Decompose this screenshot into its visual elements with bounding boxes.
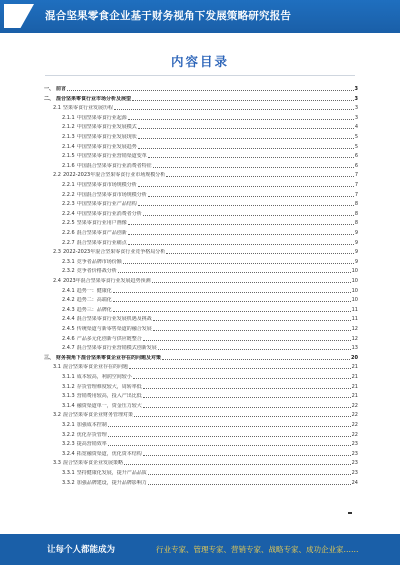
toc-entry-page: 9: [354, 239, 358, 246]
toc-divider: [45, 75, 355, 76]
toc-leader-dots: [143, 397, 351, 398]
toc-entry-number: 2.3: [53, 249, 61, 256]
toc-entry[interactable]: [44, 172, 358, 179]
toc-leader-dots: [158, 349, 351, 350]
toc-entry-title: 成本较高，利润空间较小: [76, 374, 132, 380]
toc-leader-dots: [132, 100, 353, 101]
toc-leader-dots: [138, 148, 354, 149]
toc-leader-dots: [128, 224, 354, 225]
toc-entry-title: 趋势一：健康化: [76, 287, 112, 294]
toc-entry-number: 3.1: [53, 364, 61, 371]
toc-entry-title: 中国坚果零食行业起源: [76, 114, 127, 121]
toc-entry-number: 2.4: [53, 278, 61, 284]
toc-entry-page: 21: [351, 374, 358, 380]
toc-entry[interactable]: [44, 182, 358, 189]
toc-leader-dots: [138, 138, 354, 139]
page-header: [0, 0, 400, 33]
toc-entry-page: 22: [351, 431, 358, 438]
toc-entry-number: 2.1.1: [62, 114, 75, 121]
toc-entry[interactable]: [44, 105, 358, 112]
footer-slogan: 让每个人都能成为: [47, 545, 116, 555]
toc-leader-dots: [129, 368, 351, 369]
toc-entry-title: 中国坚果零食行业发展模式: [76, 124, 137, 131]
toc-entry-title: 中国混合坚果零食市场规模分析: [76, 191, 147, 198]
toc-entry-title: 中国坚果零食行业发展现状: [76, 134, 137, 140]
toc-entry-title: 混合坚果零食行业市场分析及展望: [56, 95, 132, 102]
toc-entry[interactable]: [44, 364, 358, 371]
toc-leader-dots: [153, 330, 351, 331]
toc-entry-page: 11: [351, 316, 358, 323]
toc-leader-dots: [108, 436, 351, 437]
toc-entry-page: 6: [354, 162, 358, 169]
toc-entry-page: 24: [351, 479, 358, 486]
toc-entry-number: 3.2.2: [62, 431, 75, 438]
toc-entry[interactable]: [44, 432, 358, 439]
toc-entry[interactable]: [44, 384, 358, 391]
toc-leader-dots: [143, 215, 354, 216]
toc-entry-title: 营销费用较高，投入产出比低: [76, 393, 142, 400]
toc-leader-dots: [148, 196, 354, 197]
toc-entry-page: 23: [351, 470, 358, 476]
toc-entry-page: 10: [351, 287, 358, 294]
toc-entry-page: 13: [351, 345, 358, 352]
toc-entry-number: 2.1: [53, 105, 61, 112]
toc-leader-dots: [166, 176, 354, 177]
toc-entry-page: 7: [354, 182, 358, 188]
toc-entry[interactable]: [44, 460, 358, 467]
toc-leader-dots: [143, 455, 351, 456]
toc-entry-number: 3.1.3: [62, 393, 75, 400]
toc-entry-page: 21: [351, 393, 358, 400]
toc-entry-page: 20: [351, 354, 358, 361]
toc-entry-number: 2.2.1: [62, 182, 75, 188]
toc-entry-number: 2.4.7: [62, 345, 75, 352]
toc-entry-number: 3.1.4: [62, 402, 75, 409]
toc-entry-page: 8: [354, 220, 358, 227]
toc-entry-number: 3.2.1: [62, 422, 75, 428]
toc-entry-title: 混合坚果零食企业存在的问题: [62, 364, 128, 371]
toc-entry-page: 21: [351, 364, 358, 371]
toc-entry-page: 23: [351, 460, 358, 467]
toc-entry-page: 10: [351, 278, 358, 284]
toc-entry-page: 3: [354, 114, 358, 121]
toc-leader-dots: [134, 416, 351, 417]
toc-entry-number: 3.1.2: [62, 383, 75, 390]
toc-entry[interactable]: [44, 249, 358, 256]
toc-leader-dots: [128, 119, 354, 120]
toc-leader-dots: [162, 359, 350, 360]
toc-leader-dots: [108, 426, 351, 427]
toc-leader-dots: [118, 272, 351, 273]
toc-entry-page: 23: [351, 441, 358, 448]
toc-entry-page: 23: [351, 450, 358, 457]
toc-entry[interactable]: [44, 163, 358, 170]
toc-leader-dots: [124, 464, 351, 465]
toc-leader-dots: [148, 474, 351, 475]
toc-leader-dots: [67, 90, 353, 91]
footer-roles: 行业专家、管理专家、营销专家、战略专家、成功企业家……: [156, 545, 359, 554]
toc-entry-title: 2022-2023年混合坚果零食行业竞争格局分析: [62, 249, 166, 256]
toc-entry-page: 22: [351, 412, 358, 419]
toc-entry[interactable]: [44, 470, 358, 477]
toc-leader-dots: [138, 205, 354, 206]
toc-leader-dots: [143, 388, 351, 389]
toc-entry[interactable]: [44, 480, 358, 487]
toc-entry-title: 中国坚果零食市场规模分析: [76, 182, 137, 188]
toc-leader-dots: [148, 484, 351, 485]
toc-entry-title: 竞争者价格战分析: [76, 268, 117, 275]
toc-entry-number: 2.4.6: [62, 335, 75, 342]
toc-entry[interactable]: [44, 86, 358, 93]
toc-entry-page: 12: [351, 335, 358, 342]
page-footer: [0, 534, 400, 565]
toc-entry-title: 加强成本控制: [76, 422, 107, 428]
toc-entry-number: 2.1.4: [62, 143, 75, 150]
toc-entry-number: 2.2.3: [62, 201, 75, 208]
toc-entry-number: 2.1.2: [62, 124, 75, 131]
toc-entry-number: 2.3.1: [62, 258, 75, 265]
toc-entry[interactable]: [44, 297, 358, 304]
toc-entry-title: 竞争者品牌市场份额: [76, 258, 122, 265]
toc-entry-title: 趋势二：高端化: [76, 297, 112, 304]
toc-entry-title: 产品多元化创新与供应链整合: [76, 335, 142, 342]
toc-entry-title: 财务视角下混合坚果零食企业存在的问题及对策: [56, 354, 162, 361]
toc-entry-number: 2.3.2: [62, 268, 75, 275]
toc-entry-page: 3: [354, 86, 358, 92]
toc-entry-number: 3.2.4: [62, 450, 75, 457]
toc-entry-number: 2.4.4: [62, 316, 75, 323]
toc-entry[interactable]: [44, 393, 358, 400]
toc-entry-title: 混合坚果零食行业发展机遇及挑战: [76, 316, 152, 323]
toc-entry-number: 2.2: [53, 172, 61, 179]
toc-entry-page: 9: [354, 249, 358, 256]
toc-entry-title: 2023年混合坚果零食行业发展趋势预测: [62, 278, 151, 284]
toc-leader-dots: [113, 292, 351, 293]
toc-entry[interactable]: [44, 211, 358, 218]
toc-entry[interactable]: [44, 240, 358, 247]
toc-leader-dots: [133, 378, 351, 379]
toc-entry-title: 中国坚果零食行业发展趋势: [76, 143, 137, 150]
toc-entry-page: 5: [354, 134, 358, 140]
toc-entry-page: 22: [351, 402, 358, 409]
toc-entry-number: 二、: [44, 95, 55, 102]
toc-entry[interactable]: [44, 451, 358, 458]
toc-entry-page: 9: [354, 258, 358, 265]
toc-entry[interactable]: [44, 374, 358, 381]
toc-entry[interactable]: [44, 326, 358, 333]
toc-entry-title: 加强品牌建设，提升品牌影响力: [76, 479, 147, 486]
toc-entry-title: 中国坚果零食行业消费者分析: [76, 210, 142, 217]
toc-entry-title: 趋势三：品牌化: [76, 306, 112, 313]
toc-entry[interactable]: [44, 153, 358, 160]
toc-entry-number: 2.2.4: [62, 210, 75, 217]
toc-entry-number: 2.1.5: [62, 153, 75, 160]
toc-entry-page: 10: [351, 268, 358, 275]
table-of-contents: [44, 86, 358, 506]
toc-entry[interactable]: [44, 307, 358, 314]
toc-entry[interactable]: [44, 441, 358, 448]
toc-leader-dots: [114, 109, 354, 110]
toc-entry-title: 融资渠道单一，资金压力较大: [76, 402, 142, 409]
toc-entry[interactable]: [44, 355, 358, 362]
toc-entry-number: 3.2.3: [62, 441, 75, 448]
toc-entry-page: 7: [354, 191, 358, 198]
toc-leader-dots: [143, 340, 351, 341]
toc-entry[interactable]: [44, 422, 358, 429]
toc-entry-number: 3.2: [53, 412, 61, 419]
toc-entry[interactable]: [44, 403, 358, 410]
toc-entry-page: 9: [354, 230, 358, 236]
toc-entry-title: 提高营销效率: [76, 441, 107, 448]
toc-entry-title: 优化存货管理: [76, 431, 107, 438]
toc-entry[interactable]: [44, 259, 358, 266]
toc-entry-title: 中国坚果零食行业产品结构: [76, 201, 137, 208]
toc-entry-number: 2.2.7: [62, 239, 75, 246]
toc-entry-number: 2.2.5: [62, 220, 75, 227]
toc-leader-dots: [138, 186, 354, 187]
toc-entry[interactable]: [44, 278, 358, 285]
toc-entry-page: 3: [354, 105, 358, 112]
toc-entry-page: 10: [351, 297, 358, 304]
toc-entry[interactable]: [44, 124, 358, 131]
toc-entry[interactable]: [44, 345, 358, 352]
toc-entry[interactable]: [44, 268, 358, 275]
toc-entry[interactable]: [44, 144, 358, 151]
toc-entry-page: 7: [354, 172, 358, 179]
toc-entry-title: 2022-2023年混合坚果零食行业市场规模分析: [62, 172, 166, 179]
toc-entry-number: 3.3.2: [62, 479, 75, 486]
page-number-marker: [348, 512, 352, 514]
toc-entry-title: 混合坚果零食行业痛点: [76, 239, 127, 246]
toc-entry-title: 拓宽融资渠道，优化资本结构: [76, 450, 142, 457]
toc-leader-dots: [128, 234, 354, 235]
toc-entry-title: 混合坚果零食企业财务管理对策: [62, 412, 133, 419]
toc-entry-title: 传统渠道与新零售渠道的融合发展: [76, 326, 152, 332]
toc-entry-number: 3.3: [53, 460, 61, 467]
toc-leader-dots: [113, 301, 351, 302]
toc-leader-dots: [138, 128, 354, 129]
toc-entry-page: 6: [354, 153, 358, 160]
toc-entry[interactable]: [44, 201, 358, 208]
toc-leader-dots: [128, 244, 354, 245]
toc-leader-dots: [166, 253, 354, 254]
toc-entry[interactable]: [44, 134, 358, 141]
toc-entry-number: 2.1.6: [62, 162, 75, 169]
toc-entry-page: 21: [351, 383, 358, 390]
toc-entry[interactable]: [44, 336, 358, 343]
toc-leader-dots: [148, 157, 354, 158]
toc-entry-page: 8: [354, 201, 358, 208]
toc-entry-number: 2.1.3: [62, 134, 75, 140]
toc-entry-page: 4: [354, 124, 358, 131]
toc-entry-number: 3.1.1: [62, 374, 75, 380]
toc-entry-title: 坚果零食行业发展历程: [62, 105, 113, 112]
toc-heading: 内容目录: [170, 54, 229, 69]
toc-entry[interactable]: [44, 288, 358, 295]
toc-entry-page: 22: [351, 422, 358, 428]
toc-leader-dots: [153, 167, 354, 168]
toc-entry-page: 11: [351, 306, 358, 313]
toc-entry[interactable]: [44, 192, 358, 199]
toc-leader-dots: [152, 282, 351, 283]
report-logo-icon: [4, 4, 34, 28]
toc-entry-number: 2.4.3: [62, 306, 75, 313]
toc-entry-title: 中国混合坚果零食行业消费者特征: [76, 162, 152, 169]
toc-entry-number: 一、: [44, 86, 55, 92]
report-title: 混合坚果零食企业基于财务视角下发展策略研究报告: [45, 10, 292, 22]
toc-entry-title: 中国坚果零食行业营销渠道变革: [76, 153, 147, 160]
toc-entry-number: 2.4.2: [62, 297, 75, 304]
toc-entry-title: 坚持健康化发展，提升产品品质: [76, 470, 147, 476]
toc-entry-number: 2.2.2: [62, 191, 75, 198]
toc-entry-number: 3.3.1: [62, 470, 75, 476]
toc-entry-page: 3: [354, 95, 358, 102]
toc-entry-number: 2.4.1: [62, 287, 75, 294]
toc-entry-page: 12: [351, 326, 358, 332]
toc-entry[interactable]: [44, 220, 358, 227]
toc-entry-page: 8: [354, 210, 358, 217]
toc-entry-title: 混合坚果零食产品创新: [76, 230, 127, 236]
toc-entry[interactable]: [44, 316, 358, 323]
toc-leader-dots: [143, 407, 351, 408]
toc-entry[interactable]: [44, 230, 358, 237]
toc-leader-dots: [113, 311, 351, 312]
toc-entry-page: 5: [354, 143, 358, 150]
toc-leader-dots: [153, 320, 351, 321]
toc-entry-title: 坚果零食行业用户画像: [76, 220, 127, 227]
toc-entry-title: 混合坚果零食企业发展策略: [62, 460, 123, 467]
toc-entry[interactable]: [44, 412, 358, 419]
toc-entry-title: 混合坚果零食行业营销模式创新发展: [76, 345, 157, 352]
toc-entry-title: 前言: [56, 86, 67, 92]
toc-entry-number: 2.2.6: [62, 230, 75, 236]
toc-entry[interactable]: [44, 96, 358, 103]
toc-entry-number: 三、: [44, 354, 55, 361]
toc-entry[interactable]: [44, 115, 358, 122]
toc-entry-title: 存货管理难度较大，周转率低: [76, 383, 142, 390]
toc-entry-number: 2.4.5: [62, 326, 75, 332]
toc-leader-dots: [108, 445, 351, 446]
toc-leader-dots: [123, 263, 354, 264]
